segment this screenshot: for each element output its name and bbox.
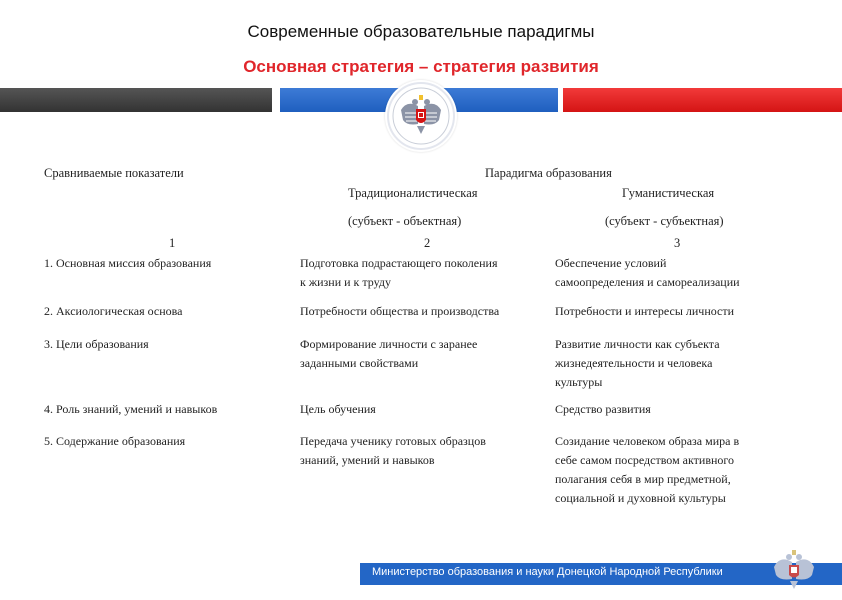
- row-2-traditional-line-1: Потребности общества и производства: [300, 304, 500, 318]
- coat-of-arms-icon: [385, 80, 457, 152]
- row-3-traditional-line-1: Формирование личности с заранее: [300, 337, 478, 351]
- row-5-humanistic: [555, 432, 739, 508]
- slide-title: Современные образовательные парадигмы: [247, 22, 595, 41]
- band-red: [563, 88, 842, 112]
- row-1-traditional-line-1: Подготовка подрастающего поколения: [300, 256, 498, 270]
- row-3-traditional: [300, 335, 477, 373]
- row-5-humanistic-line-1: Созидание человеком образа мира в: [555, 434, 740, 448]
- row-5-traditional-line-1: Передача ученику готовых образцов: [300, 434, 486, 448]
- row-2-traditional: [300, 302, 499, 321]
- row-4-traditional-line-1: Цель обучения: [300, 402, 376, 416]
- row-1-humanistic-line-2: самоопределения и самореализации: [555, 275, 740, 289]
- row-5-traditional-line-2: знаний, умений и навыков: [300, 453, 435, 467]
- footer-emblem: [768, 545, 820, 595]
- row-4-humanistic: [555, 400, 651, 419]
- col3-subheader: (субъект - субъектная): [605, 214, 724, 228]
- coat-of-arms-small-icon: [768, 545, 820, 595]
- row-4-indicator: 4. Роль знаний, умений и навыков: [44, 402, 218, 416]
- row-1-humanistic-line-1: Обеспечение условий: [555, 256, 667, 270]
- row-3-humanistic: [555, 335, 720, 392]
- col2-subheader: (субъект - объектная): [348, 214, 462, 228]
- col1-header: Сравниваемые показатели: [44, 166, 184, 180]
- row-3-humanistic-line-1: Развитие личности как субъекта: [555, 337, 720, 351]
- row-5-traditional: [300, 432, 486, 470]
- row-2-indicator: 2. Аксиологическая основа: [44, 304, 183, 318]
- row-5-humanistic-line-2: себе самом посредством активного: [555, 453, 735, 467]
- row-1-traditional: [300, 254, 497, 292]
- row-3-humanistic-line-2: жизнедеятельности и человека: [555, 356, 713, 370]
- col-number-1: 1: [169, 236, 176, 250]
- row-4-humanistic-line-1: Средство развития: [555, 402, 651, 416]
- row-3-humanistic-line-3: культуры: [555, 375, 603, 389]
- row-1-traditional-line-2: к жизни и к труду: [300, 275, 391, 289]
- slide-subtitle: Основная стратегия – стратегия развития: [243, 57, 599, 76]
- row-5-indicator: 5. Содержание образования: [44, 434, 186, 448]
- footer-text: Министерство образования и науки Донецкой Народной Республики: [372, 566, 723, 578]
- row-1-indicator: 1. Основная миссия образования: [44, 256, 212, 270]
- col3-header: Гуманистическая: [622, 186, 715, 200]
- row-5-humanistic-line-3: полагания себя в мир предметной,: [555, 472, 731, 486]
- row-3-indicator: 3. Цели образования: [44, 337, 149, 351]
- col-number-3: 3: [674, 236, 681, 250]
- row-2-humanistic-line-1: Потребности и интересы личности: [555, 304, 735, 318]
- row-3-traditional-line-2: заданными свойствами: [300, 356, 419, 370]
- row-2-humanistic: [555, 302, 734, 321]
- row-1-humanistic: [555, 254, 740, 292]
- emblem-container: [385, 80, 457, 152]
- col-number-2: 2: [424, 236, 431, 250]
- paradigm-header: Парадигма образования: [485, 166, 612, 180]
- col2-header: Традиционалистическая: [348, 186, 478, 200]
- row-4-traditional: [300, 400, 376, 419]
- row-5-humanistic-line-4: социальной и духовной культуры: [555, 491, 726, 505]
- band-dark: [0, 88, 272, 112]
